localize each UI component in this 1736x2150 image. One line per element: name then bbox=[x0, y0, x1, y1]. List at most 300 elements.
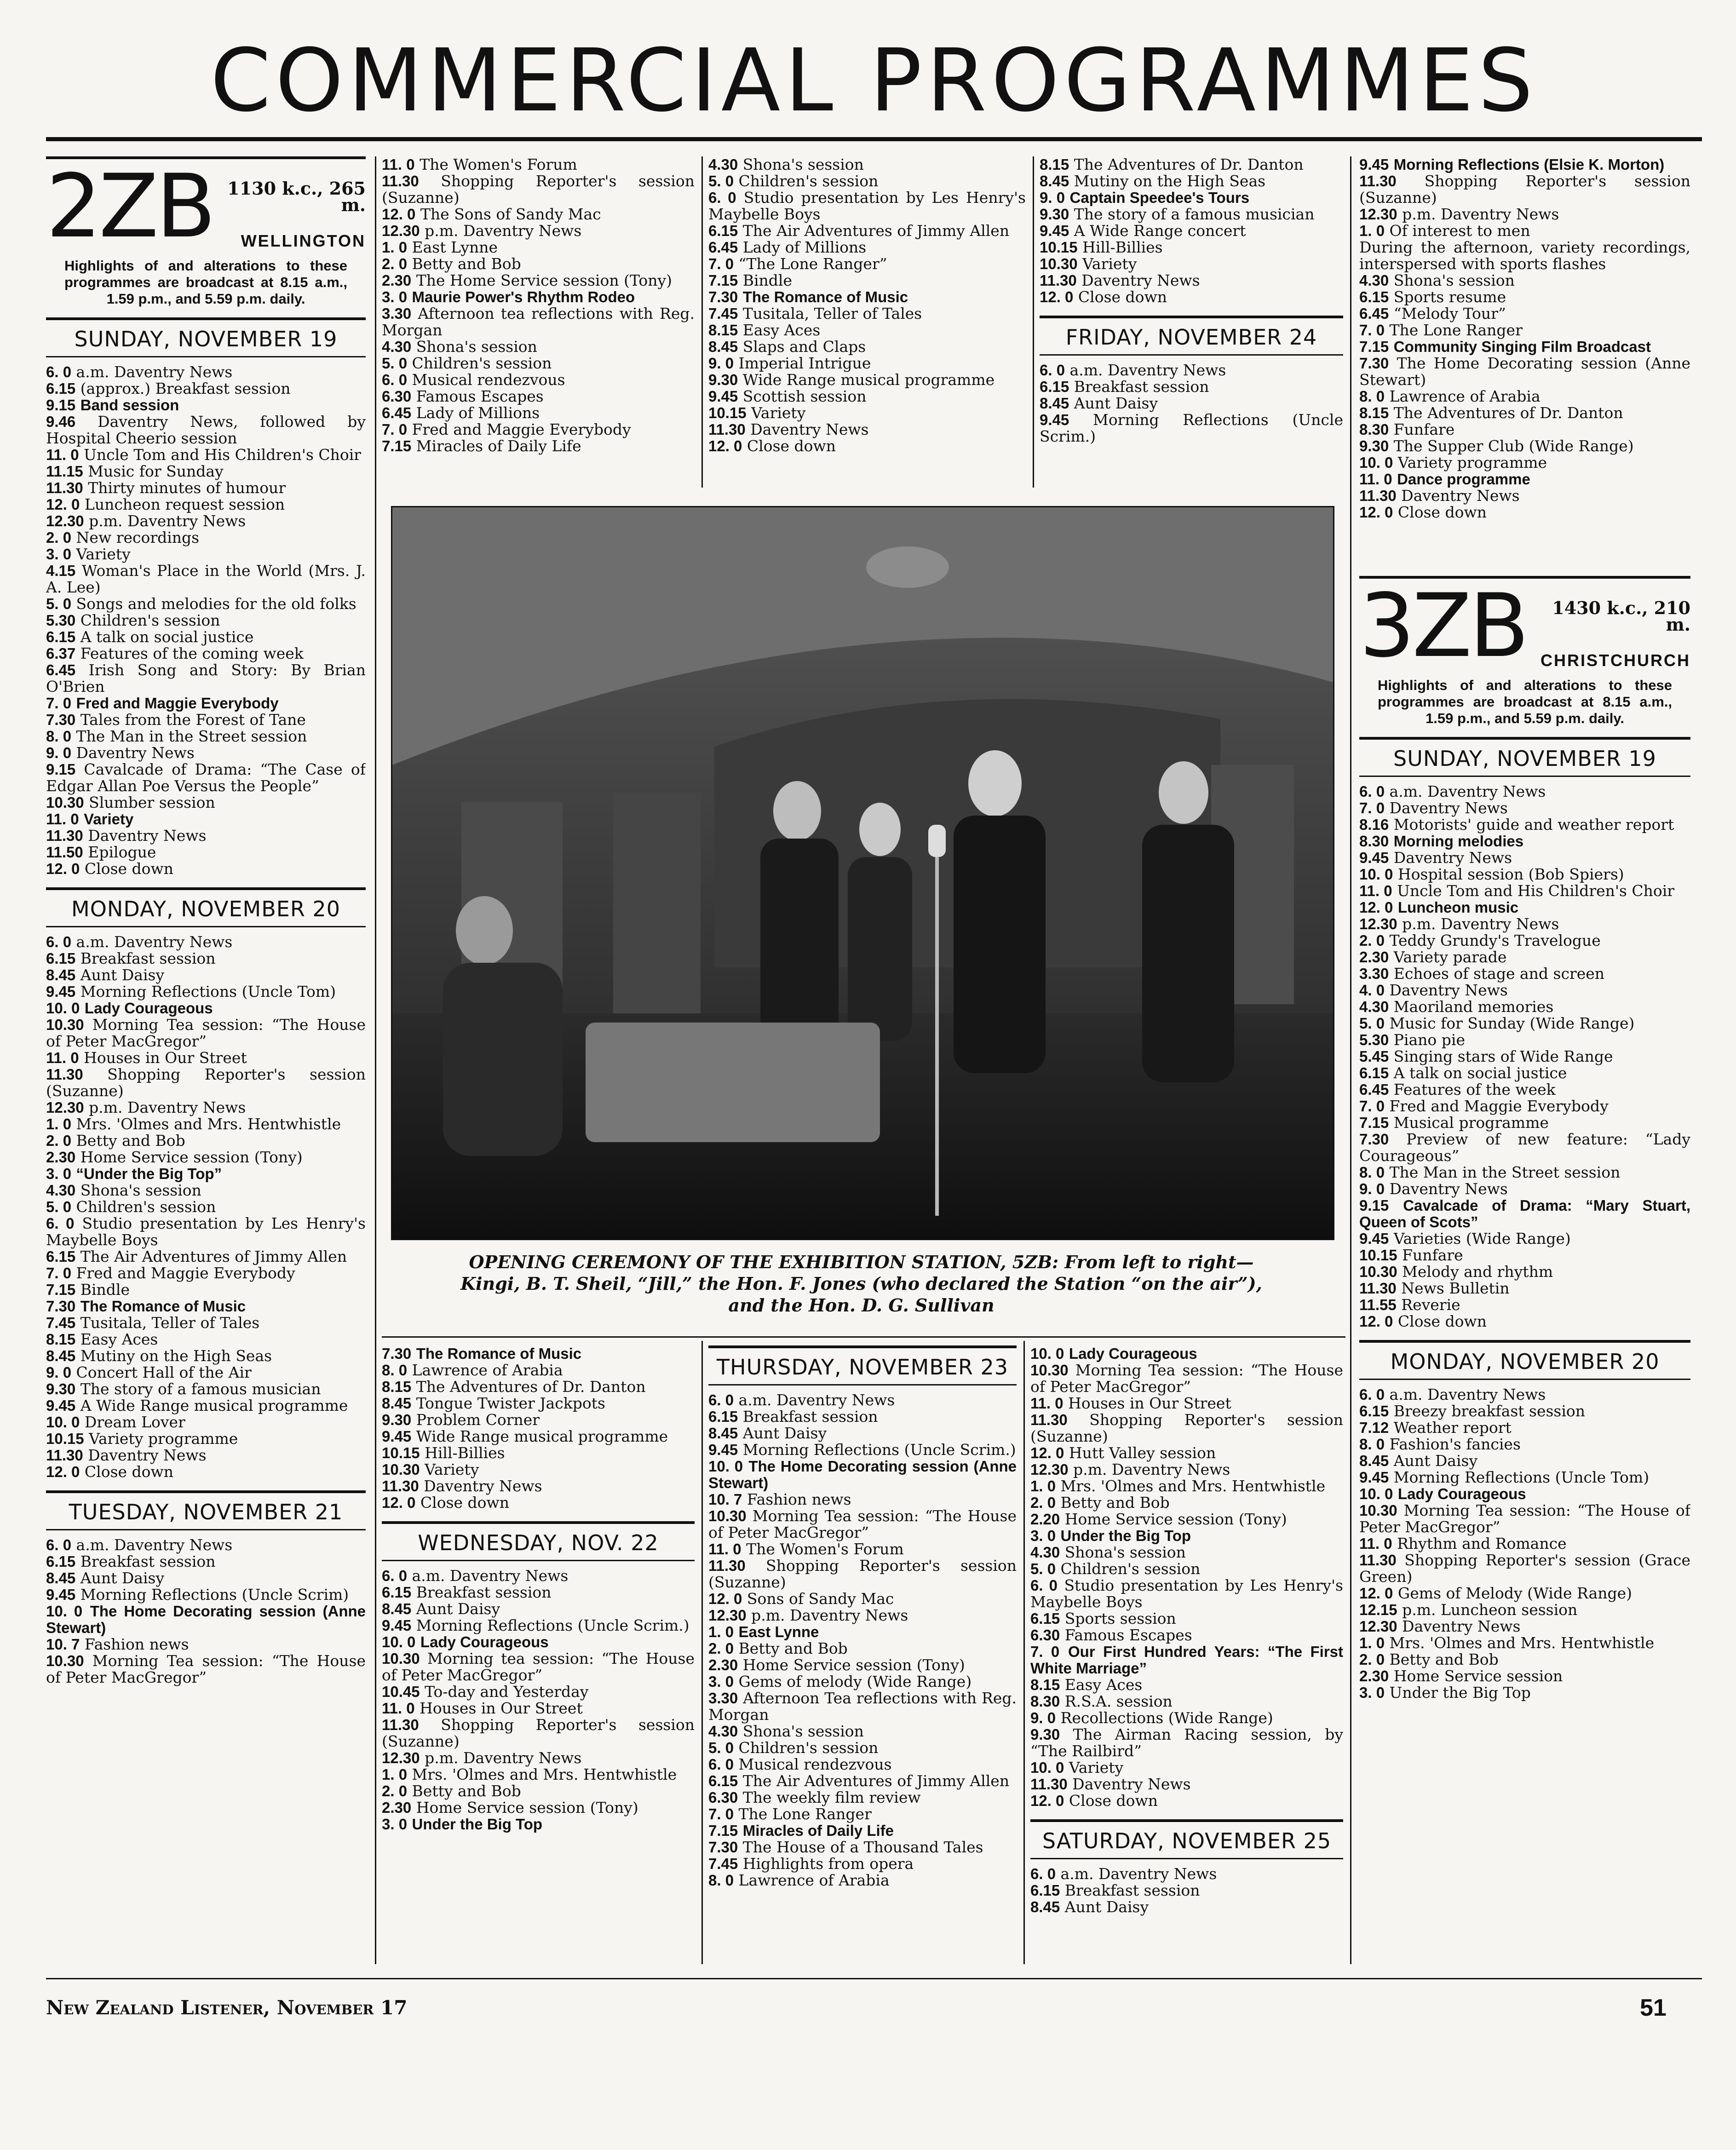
programme-entry bbox=[382, 1478, 695, 1495]
day-heading: SUNDAY, NOVEMBER 19 bbox=[46, 317, 366, 357]
programme-entry bbox=[1040, 379, 1343, 395]
programme-time: 5. 0 bbox=[708, 1739, 734, 1756]
programme-time: 6. 0 bbox=[1030, 1865, 1056, 1882]
programme-title: Breezy breakfast session bbox=[1393, 1402, 1586, 1420]
programme-title: The Women's Forum bbox=[420, 156, 577, 173]
column-4-top bbox=[1040, 156, 1343, 492]
programme-entry bbox=[1359, 833, 1690, 850]
programme-entry bbox=[708, 1591, 1017, 1607]
programme-entry bbox=[382, 1568, 695, 1584]
programme-title: The Adventures of Dr. Danton bbox=[1393, 404, 1623, 422]
day-heading: FRIDAY, NOVEMBER 24 bbox=[1040, 316, 1343, 356]
programme-entry bbox=[46, 1364, 366, 1381]
programme-entry bbox=[1359, 1585, 1690, 1602]
programme-time: 3. 0 bbox=[708, 1673, 734, 1690]
programme-entry bbox=[46, 1603, 366, 1636]
programme-time: 6. 0 bbox=[708, 189, 736, 206]
programme-title: Band session bbox=[80, 397, 179, 414]
programme-time: 12.30 bbox=[382, 222, 420, 239]
programme-time: 11.30 bbox=[382, 1716, 419, 1733]
caption-line: Kingi, B. T. Sheil, “Jill,” the Hon. F. Jones (who declared the Station “on the air”), bbox=[460, 1273, 1262, 1294]
programme-title: p.m. Daventry News bbox=[1402, 205, 1559, 223]
programme-entry bbox=[1030, 1759, 1343, 1776]
programme-title: The Lone Ranger bbox=[738, 1805, 872, 1823]
programme-time: 10.30 bbox=[46, 1016, 84, 1033]
programme-entry bbox=[46, 1315, 366, 1331]
programme-title: Variety bbox=[425, 1460, 479, 1478]
programme-title: Weather report bbox=[1393, 1419, 1512, 1437]
programme-time: 10.30 bbox=[1359, 1263, 1397, 1280]
programme-time: 7.45 bbox=[708, 1855, 738, 1872]
programme-time: 6.15 bbox=[46, 628, 76, 645]
programme-time: 2.30 bbox=[708, 1656, 738, 1673]
programme-title: Morning Reflections (Uncle Scrim) bbox=[80, 1586, 349, 1604]
programme-title: Sports session bbox=[1064, 1610, 1176, 1627]
station-note: Highlights of and alterations to these programmes are broadcast at 8.15 a.m., 1.59 p.m., and 5.59 p.m. daily. bbox=[1378, 677, 1672, 726]
programme-time: 5.30 bbox=[46, 612, 76, 629]
programme-title: Cavalcade of Drama: “The Case of Edgar Allan Poe Versus the People” bbox=[46, 760, 366, 795]
programme-time: 2. 0 bbox=[46, 1132, 72, 1149]
programme-title: Close down bbox=[1397, 503, 1487, 521]
programme-entry bbox=[1030, 1445, 1343, 1461]
programme-time: 8.45 bbox=[382, 1395, 412, 1412]
programme-time: 8. 0 bbox=[708, 1872, 734, 1889]
programme-time: 9.15 bbox=[46, 397, 76, 414]
programme-time: 1. 0 bbox=[708, 1623, 734, 1640]
programme-entry bbox=[1359, 916, 1690, 932]
programme-entry bbox=[1040, 173, 1343, 190]
programme-entry bbox=[1030, 1627, 1343, 1644]
programme-time: 12. 0 bbox=[46, 860, 80, 877]
programme-title: Recollections (Wide Range) bbox=[1060, 1709, 1273, 1727]
programme-title: Fred and Maggie Everybody bbox=[76, 1264, 295, 1282]
programme-entry bbox=[708, 1408, 1017, 1425]
programme-time: 3. 0 bbox=[1030, 1527, 1056, 1544]
programme-title: Gems of melody (Wide Range) bbox=[738, 1673, 972, 1690]
programme-time: 11.30 bbox=[1030, 1411, 1068, 1428]
programme-entry bbox=[46, 1653, 366, 1686]
programme-entry bbox=[1030, 1677, 1343, 1693]
programme-entry bbox=[1359, 800, 1690, 816]
programme-time: 6. 0 bbox=[382, 371, 408, 388]
programme-entry bbox=[1359, 1386, 1690, 1403]
programme-entry bbox=[382, 1601, 695, 1617]
programme-entry bbox=[46, 1050, 366, 1066]
programme-title: Daventry News bbox=[1393, 849, 1512, 867]
programme-entry bbox=[708, 438, 1026, 454]
programme-entry bbox=[46, 950, 366, 967]
programme-entry bbox=[382, 1395, 695, 1412]
programme-title: a.m. Daventry News bbox=[1069, 361, 1226, 379]
programme-time: 10. 7 bbox=[708, 1491, 742, 1508]
programme-title: Maoriland memories bbox=[1393, 998, 1554, 1016]
programme-title: p.m. Daventry News bbox=[1402, 915, 1559, 933]
programme-time: 10.30 bbox=[1359, 1502, 1397, 1519]
programme-entry bbox=[1030, 1726, 1343, 1759]
programme-entry bbox=[46, 1447, 366, 1464]
programme-entry bbox=[1030, 1461, 1343, 1478]
programme-entry bbox=[708, 1839, 1017, 1856]
programme-time: 8.45 bbox=[382, 1600, 412, 1617]
programme-time: 2. 0 bbox=[1359, 1651, 1385, 1668]
programme-entry bbox=[382, 339, 695, 355]
programme-time: 9.45 bbox=[46, 983, 76, 1000]
programme-time: 6. 0 bbox=[1359, 783, 1385, 800]
day-heading: SUNDAY, NOVEMBER 19 bbox=[1359, 737, 1690, 777]
programme-entry bbox=[382, 1684, 695, 1700]
programme-title: Houses in Our Street bbox=[1068, 1394, 1231, 1412]
programme-title: Home Service session bbox=[1393, 1667, 1563, 1685]
programme-title: Shona's session bbox=[742, 156, 864, 173]
programme-title: Dance programme bbox=[1397, 471, 1530, 488]
programme-time: 6.15 bbox=[1040, 378, 1069, 395]
programme-time: 7.45 bbox=[708, 305, 738, 322]
station-frequency: 1430 k.c., 210 m. bbox=[1552, 598, 1690, 635]
programme-entry bbox=[708, 322, 1026, 339]
programme-time: 7. 0 bbox=[708, 255, 734, 272]
programme-title: The weekly film review bbox=[742, 1788, 921, 1806]
programme-entry bbox=[382, 1717, 695, 1750]
schedule-blocks bbox=[46, 317, 366, 1686]
programme-entry bbox=[46, 1265, 366, 1282]
programme-time: 11. 0 bbox=[708, 1541, 742, 1558]
programme-time: 8.30 bbox=[1359, 833, 1389, 850]
programme-time: 6. 0 bbox=[708, 1391, 734, 1408]
programme-title: Maurie Power's Rhythm Rodeo bbox=[412, 288, 635, 305]
programme-time: 12.30 bbox=[1359, 915, 1397, 932]
programme-time: 6. 0 bbox=[382, 1567, 408, 1584]
programme-entry bbox=[708, 1740, 1017, 1756]
programme-entry bbox=[46, 629, 366, 645]
page-masthead: COMMERCIAL PROGRAMMES bbox=[210, 30, 1538, 131]
programme-entry bbox=[46, 1553, 366, 1570]
programme-entry bbox=[382, 1461, 695, 1478]
programme-title: During the afternoon, variety recordings, interspersed with sports flashes bbox=[1359, 238, 1690, 273]
programme-entry bbox=[46, 1116, 366, 1132]
programme-time: 7. 0 bbox=[1359, 322, 1385, 339]
programme-entry bbox=[46, 1215, 366, 1248]
programme-entry bbox=[382, 206, 695, 223]
programme-title: East Lynne bbox=[412, 238, 498, 256]
programme-time: 11.30 bbox=[46, 827, 83, 844]
programme-time: 12.30 bbox=[1359, 206, 1397, 223]
programme-title: Children's session bbox=[738, 1739, 879, 1757]
programme-title: Daventry News bbox=[88, 827, 207, 845]
programme-title: Cavalcade of Drama: “Mary Stuart, Queen of Scots” bbox=[1359, 1197, 1690, 1230]
programme-title: Lady Courageous bbox=[84, 1000, 213, 1017]
programme-title: Variety bbox=[1082, 255, 1137, 273]
programme-title: Music for Sunday bbox=[88, 462, 224, 480]
programme-title: Shona's session bbox=[80, 1181, 201, 1199]
programme-entry bbox=[1040, 272, 1343, 289]
programme-title: a.m. Daventry News bbox=[412, 1567, 569, 1585]
programme-time: 8.15 bbox=[1359, 404, 1389, 421]
programme-title: Close down bbox=[1078, 288, 1167, 306]
programme-time: 12. 0 bbox=[1040, 288, 1074, 305]
programme-title: To-day and Yesterday bbox=[425, 1683, 589, 1701]
programme-title: Close down bbox=[1069, 1792, 1158, 1810]
programme-entry bbox=[1359, 1535, 1690, 1552]
programme-entry bbox=[46, 1414, 366, 1431]
programme-time: 7. 0 bbox=[382, 421, 408, 438]
programme-title: Lady of Millions bbox=[742, 238, 867, 256]
programme-time: 2. 0 bbox=[708, 1640, 734, 1657]
programme-entry bbox=[1359, 866, 1690, 883]
programme-entry bbox=[708, 289, 1026, 305]
programme-entry bbox=[46, 480, 366, 496]
programme-title: Lawrence of Arabia bbox=[1389, 387, 1541, 405]
programme-time: 8.30 bbox=[1359, 421, 1389, 438]
programme-entry bbox=[708, 1640, 1017, 1657]
column-3-top bbox=[708, 156, 1026, 492]
programme-title: Musical programme bbox=[1393, 1114, 1549, 1132]
programme-entry bbox=[46, 1248, 366, 1265]
programme-title: Morning Tea session: “The House of Peter MacGregor” bbox=[1030, 1361, 1343, 1396]
programme-entry bbox=[1359, 816, 1690, 833]
programme-time: 11. 0 bbox=[1359, 471, 1392, 488]
programme-title: p.m. Daventry News bbox=[425, 222, 582, 240]
programme-entry bbox=[382, 421, 695, 438]
programme-title: Children's session bbox=[412, 354, 552, 372]
programme-title: Wide Range musical programme bbox=[742, 371, 995, 389]
programme-title: The Supper Club (Wide Range) bbox=[1393, 437, 1634, 455]
programme-entry bbox=[1030, 1710, 1343, 1726]
programme-title: Morning Tea session: “The House of Peter MacGregor” bbox=[708, 1507, 1017, 1541]
programme-title: Aunt Daisy bbox=[416, 1600, 500, 1618]
programme-entry bbox=[382, 1412, 695, 1428]
programme-title: Morning Tea session: “The House of Peter MacGregor” bbox=[46, 1652, 366, 1686]
programme-time: 2.30 bbox=[1359, 949, 1389, 966]
programme-entry bbox=[1030, 1495, 1343, 1511]
programme-time: 6.37 bbox=[46, 645, 76, 662]
programme-entry bbox=[382, 1766, 695, 1783]
programme-time: 6.45 bbox=[1359, 1081, 1389, 1098]
programme-entry bbox=[1359, 850, 1690, 866]
programme-title: The Airman Racing session, by “The Railbird” bbox=[1030, 1725, 1343, 1760]
programme-title: Daventry News bbox=[424, 1477, 542, 1495]
programme-time: 10.30 bbox=[1030, 1362, 1069, 1379]
programme-time: 7. 0 bbox=[46, 695, 72, 712]
programme-entry bbox=[1030, 1412, 1343, 1445]
programme-entry bbox=[1359, 1602, 1690, 1618]
programme-title: Miracles of Daily Life bbox=[416, 437, 581, 455]
programme-title: The Air Adventures of Jimmy Allen bbox=[80, 1247, 347, 1265]
programme-entry bbox=[382, 405, 695, 421]
programme-title: Captain Speedee's Tours bbox=[1069, 189, 1250, 206]
programme-time: 6.30 bbox=[382, 388, 412, 405]
programme-time: 4.30 bbox=[708, 1723, 738, 1740]
programme-entry bbox=[46, 447, 366, 463]
column-3-bottom bbox=[708, 1345, 1017, 1971]
programme-title: The Adventures of Dr. Danton bbox=[416, 1378, 646, 1396]
programme-title: Betty and Bob bbox=[76, 1132, 185, 1150]
programme-time: 10.15 bbox=[1040, 239, 1078, 256]
programme-entry bbox=[382, 1345, 695, 1362]
programme-time: 10. 0 bbox=[382, 1633, 416, 1650]
programme-time: 8.15 bbox=[1030, 1676, 1060, 1693]
programme-entry bbox=[382, 272, 695, 289]
programme-title: Fred and Maggie Everybody bbox=[76, 695, 279, 712]
programme-time: 8.15 bbox=[46, 1331, 76, 1348]
programme-title: Morning melodies bbox=[1393, 833, 1524, 850]
programme-title: a.m. Daventry News bbox=[76, 1536, 233, 1554]
programme-time: 11.30 bbox=[382, 172, 419, 190]
caption-line: OPENING CEREMONY OF THE EXHIBITION STATION, 5ZB: From left to right— bbox=[469, 1252, 1254, 1272]
footer-publication: New Zealand Listener, November 17 bbox=[46, 1996, 408, 2019]
programme-title: Shopping Reporter's session (Suzanne) bbox=[708, 1557, 1017, 1591]
column-rule bbox=[1023, 1341, 1025, 1964]
programme-time: 6.45 bbox=[382, 404, 412, 421]
programme-time: 9.45 bbox=[708, 1441, 738, 1458]
programme-time: 7.12 bbox=[1359, 1419, 1389, 1436]
programme-title: Breakfast session bbox=[80, 949, 216, 967]
programme-entry bbox=[1040, 395, 1343, 412]
programme-title: a.m. Daventry News bbox=[1389, 1385, 1546, 1403]
programme-entry bbox=[46, 1397, 366, 1414]
programme-title: Betty and Bob bbox=[412, 255, 521, 273]
programme-title: Shopping Reporter's session (Suzanne) bbox=[382, 1716, 695, 1750]
programme-entry bbox=[708, 1789, 1017, 1806]
programme-title: Afternoon Tea reflections with Reg. Morgan bbox=[708, 1689, 1017, 1724]
programme-time: 11.15 bbox=[46, 463, 83, 480]
programme-entry bbox=[382, 1783, 695, 1799]
programme-entry bbox=[1359, 223, 1690, 239]
programme-entry bbox=[708, 1690, 1017, 1723]
caption-line: and the Hon. D. G. Sullivan bbox=[728, 1295, 994, 1316]
programme-time: 5. 0 bbox=[46, 595, 72, 612]
programme-entry bbox=[1040, 223, 1343, 239]
programme-time: 6.15 bbox=[46, 1248, 76, 1265]
programme-time: 8. 0 bbox=[1359, 1164, 1385, 1181]
programme-entry bbox=[382, 173, 695, 206]
programme-time: 9.30 bbox=[1359, 437, 1389, 454]
programme-title: The Women's Forum bbox=[746, 1540, 904, 1558]
programme-title: a.m. Daventry News bbox=[76, 933, 233, 951]
programme-title: Daventry News bbox=[1081, 271, 1200, 289]
programme-title: Funfare bbox=[1402, 1246, 1463, 1264]
programme-time: 11. 0 bbox=[1359, 882, 1392, 899]
programme-entry bbox=[1359, 355, 1690, 388]
programme-time: 7.30 bbox=[708, 1839, 738, 1856]
programme-title: Children's session bbox=[80, 611, 220, 629]
programme-time: 6.15 bbox=[1030, 1610, 1060, 1627]
programme-title: Daventry News bbox=[1402, 1617, 1521, 1635]
programme-entry bbox=[1359, 966, 1690, 982]
programme-time: 3.30 bbox=[708, 1690, 738, 1707]
programme-title: Daventry News bbox=[76, 744, 195, 762]
programme-time: 11.30 bbox=[1359, 172, 1397, 190]
programme-entry bbox=[46, 695, 366, 712]
programme-title: Musical rendezvous bbox=[412, 371, 565, 389]
programme-title: Shona's session bbox=[1393, 271, 1515, 289]
programme-title: Music for Sunday (Wide Range) bbox=[1389, 1014, 1635, 1032]
programme-entry bbox=[1359, 1403, 1690, 1420]
programme-entry bbox=[46, 1017, 366, 1050]
schedule-list bbox=[1040, 362, 1343, 445]
programme-time: 6.45 bbox=[708, 239, 738, 256]
programme-entry bbox=[46, 563, 366, 596]
programme-entry bbox=[708, 1806, 1017, 1822]
programme-entry bbox=[46, 463, 366, 480]
programme-time: 5.30 bbox=[1359, 1031, 1389, 1048]
programme-entry bbox=[1359, 471, 1690, 488]
programme-title: Easy Aces bbox=[742, 321, 821, 339]
station-city: WELLINGTON bbox=[241, 231, 366, 250]
programme-entry bbox=[708, 1425, 1017, 1442]
programme-entry bbox=[708, 405, 1026, 421]
programme-entry bbox=[1030, 1345, 1343, 1362]
programme-title: Houses in Our Street bbox=[84, 1049, 247, 1067]
programme-time: 11.30 bbox=[382, 1477, 419, 1495]
programme-entry bbox=[1030, 1544, 1343, 1561]
programme-title: Daventry News bbox=[1389, 981, 1508, 999]
programme-entry bbox=[1359, 949, 1690, 966]
programme-time: 9.45 bbox=[46, 1397, 76, 1414]
programme-time: 6. 0 bbox=[46, 363, 72, 380]
programme-entry bbox=[1359, 1635, 1690, 1651]
programme-entry bbox=[382, 1799, 695, 1816]
day-heading: THURSDAY, NOVEMBER 23 bbox=[708, 1345, 1017, 1385]
programme-entry bbox=[1040, 190, 1343, 206]
programme-entry bbox=[708, 1624, 1017, 1640]
programme-time: 7. 0 bbox=[1359, 1098, 1385, 1115]
programme-title: A talk on social justice bbox=[1393, 1064, 1567, 1082]
programme-entry bbox=[382, 1750, 695, 1766]
programme-time: 7.15 bbox=[382, 437, 412, 454]
programme-entry bbox=[46, 1182, 366, 1199]
programme-entry bbox=[708, 1756, 1017, 1773]
programme-entry bbox=[46, 1282, 366, 1298]
programme-title: Daventry News bbox=[1389, 799, 1508, 817]
programme-title: The Man in the Street session bbox=[76, 727, 307, 745]
programme-entry bbox=[1359, 1618, 1690, 1635]
programme-title: Lady Courageous bbox=[420, 1633, 549, 1650]
programme-title: Under the Big Top bbox=[1389, 1684, 1531, 1702]
programme-title: Tusitala, Teller of Tales bbox=[742, 305, 922, 322]
programme-time: 7.30 bbox=[1359, 1131, 1389, 1148]
programme-time: 12. 0 bbox=[1359, 1585, 1393, 1602]
programme-entry bbox=[708, 1458, 1017, 1491]
programme-time: 1. 0 bbox=[382, 1766, 408, 1783]
programme-title: p.m. Luncheon session bbox=[1402, 1601, 1578, 1619]
programme-time: 7.30 bbox=[46, 711, 76, 728]
programme-entry bbox=[1359, 1164, 1690, 1181]
programme-time: 10.15 bbox=[708, 404, 747, 421]
programme-title: Tusitala, Teller of Tales bbox=[80, 1314, 260, 1332]
photo-caption bbox=[391, 1251, 1332, 1316]
programme-entry bbox=[46, 1000, 366, 1017]
programme-time: 11. 0 bbox=[46, 1049, 79, 1066]
programme-time: 5. 0 bbox=[1030, 1560, 1056, 1577]
programme-time: 8.30 bbox=[1030, 1693, 1060, 1710]
programme-entry bbox=[1359, 883, 1690, 899]
programme-title: Shopping Reporter's session (Grace Green) bbox=[1359, 1551, 1690, 1586]
programme-entry bbox=[46, 828, 366, 844]
programme-title: a.m. Daventry News bbox=[738, 1391, 895, 1409]
programme-entry bbox=[382, 388, 695, 405]
programme-time: 11.30 bbox=[46, 1066, 83, 1083]
programme-time: 3.30 bbox=[1359, 965, 1389, 982]
programme-time: 5. 0 bbox=[708, 172, 734, 190]
programme-entry bbox=[46, 397, 366, 414]
programme-time: 3.30 bbox=[382, 305, 412, 322]
programme-entry bbox=[382, 1617, 695, 1634]
programme-time: 6. 0 bbox=[46, 933, 72, 950]
programme-time: 6.15 bbox=[382, 1584, 412, 1601]
programme-entry bbox=[1359, 1098, 1690, 1115]
programme-entry bbox=[1030, 1644, 1343, 1677]
programme-entry bbox=[1359, 1197, 1690, 1230]
